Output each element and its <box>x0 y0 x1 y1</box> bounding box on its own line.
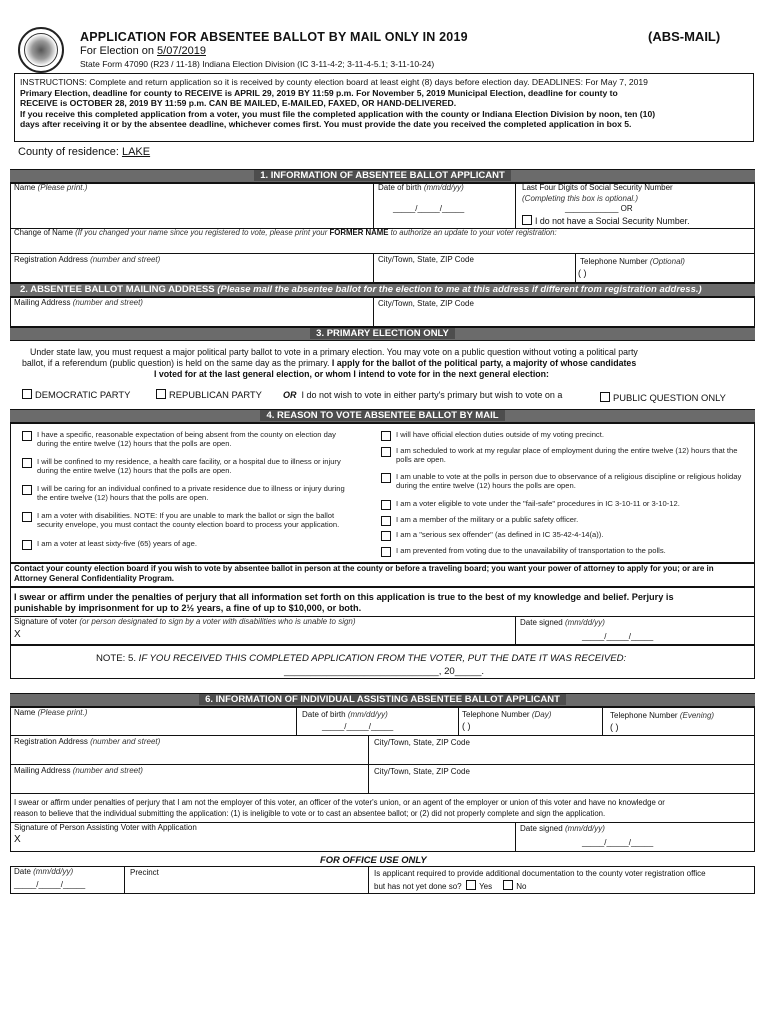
phone-day-hint: (Day) <box>531 710 552 719</box>
no-label: No <box>516 882 527 891</box>
reason-text: I have a specific, reasonable expectation of being absent from the county on election day during the entire twelve (12) hours that the polls are open. <box>37 430 336 449</box>
county-label: County of residence: <box>18 146 122 158</box>
instructions-box <box>14 73 754 142</box>
reason-left-3[interactable] <box>22 484 357 503</box>
name-label: Name <box>14 183 36 192</box>
section-3-heading-text: 3. PRIMARY ELECTION ONLY <box>310 328 455 339</box>
date-signed-hint: (mm/dd/yy) <box>564 824 605 833</box>
ssn-field[interactable]: ____________ OR <box>565 204 633 213</box>
assistant-date-signed-field[interactable] <box>520 824 605 833</box>
mail-hint: (number and street) <box>72 766 143 775</box>
checkbox-icon <box>522 215 532 225</box>
divider <box>373 253 374 283</box>
name-field[interactable] <box>14 183 87 192</box>
instructions-line: If you receive this completed application from a voter, you must file the completed application with the county or Indiana Election Division by noon, ten (10) <box>20 108 656 119</box>
voter-signature-field[interactable] <box>14 617 356 626</box>
name-hint: (Please print.) <box>37 708 88 717</box>
no-party-text <box>283 390 562 401</box>
section-1-heading-text: 1. INFORMATION OF ABSENTEE BALLOT APPLICANT <box>254 170 511 181</box>
office-question-1: Is applicant required to provide additional documentation to the county voter registration office <box>374 869 706 878</box>
date-signed-label: Date signed <box>520 618 563 627</box>
mailing-address-field[interactable] <box>14 298 143 307</box>
contact-line-2: Attorney General Confidentiality Program. <box>14 574 175 583</box>
office-use-heading-text: FOR OFFICE USE ONLY <box>320 854 427 865</box>
phone-eve-hint: (Evening) <box>679 711 715 720</box>
signature-x: X <box>14 834 21 845</box>
no-party-label: I do not wish to vote in either party's primary but wish to vote on a <box>301 390 563 400</box>
assistant-phone-eve-field[interactable] <box>610 711 714 720</box>
reason-text: I will have official election duties outside of my voting precinct. <box>396 430 604 439</box>
section-5-note <box>96 653 626 664</box>
public-question-label: PUBLIC QUESTION ONLY <box>613 392 726 403</box>
office-date-field[interactable] <box>14 867 73 876</box>
checkbox-icon <box>22 458 32 468</box>
checkbox-icon <box>381 547 391 557</box>
office-date-blank: _____/_____/_____ <box>14 880 86 889</box>
reason-text: I am a "serious sex offender" (as defined in IC 35-42-4-14(a)). <box>396 530 604 539</box>
oath-line-2: punishable by imprisonment for up to 2½ years, a fine of up to $10,000, or both. <box>14 603 362 613</box>
ssn-label: Last Four Digits of Social Security Number <box>522 183 673 192</box>
election-date: 5/07/2019 <box>157 45 206 57</box>
office-date-label: Date <box>14 867 31 876</box>
democratic-party-checkbox[interactable] <box>22 389 130 400</box>
reason-text: I am unable to vote at the polls in person due to observance of a religious discipline or religious holiday during the entire twelve (12) hours the polls are open. <box>396 472 742 491</box>
oath-line-1: I swear or affirm under the penalties of perjury that all information set forth on this application is true to the best of my knowledge and belief. Perjury is <box>14 592 674 602</box>
section-2-heading-note: (Please mail the absentee ballot for the election to me at this address if different from registration address.) <box>217 284 702 295</box>
divider <box>458 707 459 735</box>
change-name-hint-2: to authorize an update to your voter registration: <box>390 228 557 237</box>
checkbox-icon <box>381 431 391 441</box>
reason-right-4[interactable] <box>381 499 747 508</box>
phone-field[interactable] <box>580 257 685 266</box>
reason-left-4[interactable] <box>22 511 362 530</box>
section-1-heading <box>10 169 755 183</box>
ssn-hint <box>522 194 638 203</box>
divider <box>124 866 125 894</box>
form-title: APPLICATION FOR ABSENTEE BALLOT BY MAIL ONLY IN 2019 <box>80 30 468 44</box>
divider <box>373 183 374 228</box>
registration-address-field[interactable] <box>14 255 160 264</box>
state-form-line: State Form 47090 (R23 / 11-18) Indiana Election Division (IC 3-11-4-2; 3-11-4-5.1; 3-11-10-24) <box>80 59 435 69</box>
checkbox-icon <box>381 500 391 510</box>
reason-text: I am a voter eligible to vote under the "fail-safe" procedures in IC 3-10-11 or 3-10-12. <box>396 499 680 508</box>
election-line <box>80 45 206 57</box>
divider <box>515 616 516 645</box>
divider <box>10 793 755 794</box>
reg-hint: (number and street) <box>90 737 161 746</box>
ssn-hint-text: (Completing this box is optional.) <box>522 194 639 203</box>
section-3-text-2a: ballot, if a referendum (public question) is held on the same day as the primary. <box>22 358 330 368</box>
sig-hint: (or person designated to sign by a voter with disabilities who is unable to sign) <box>79 617 356 626</box>
checkbox-icon <box>22 389 32 399</box>
checkbox-icon <box>600 392 610 402</box>
office-use-heading <box>320 854 427 865</box>
change-name-hint: (If you changed your name since you registered to vote, please print your <box>75 228 328 237</box>
section-4-heading <box>10 409 755 423</box>
reason-text: I am scheduled to work at my regular place of employment during the entire twelve (12) hours that the polls are open. <box>396 446 738 465</box>
reason-right-7[interactable] <box>381 546 747 555</box>
divider <box>368 866 369 894</box>
checkbox-icon <box>22 485 32 495</box>
reason-right-1[interactable] <box>381 430 747 439</box>
phone-day-blank: ( ) <box>462 721 471 731</box>
sig-label: Signature of voter <box>14 617 78 626</box>
office-question-2-text: but has not yet done so? <box>374 882 462 891</box>
reason-text: I will be caring for an individual confined to a private residence due to illness or injury during the entire twelve (12) hours that the polls are open. <box>37 484 345 503</box>
mailing-hint: (number and street) <box>72 298 143 307</box>
yes-label: Yes <box>479 882 493 891</box>
assistant-date-blank: _____/_____/_____ <box>582 838 654 847</box>
checkbox-icon <box>381 447 391 457</box>
phone-eve-blank: ( ) <box>610 722 619 732</box>
indiana-state-seal <box>18 27 64 73</box>
reg-label: Registration Address <box>14 737 88 746</box>
reason-text: I am a voter with disabilities. NOTE: If you are unable to mark the ballot or sign the ballot security envelope, you must contact the county election board to process your application. <box>37 511 340 530</box>
checkbox-icon <box>22 431 32 441</box>
phone-blank: ( ) <box>578 268 587 278</box>
signature-x: X <box>14 629 21 640</box>
county-value: LAKE <box>121 146 151 158</box>
republican-party-checkbox[interactable] <box>156 389 262 400</box>
reg-address-hint: (number and street) <box>90 255 161 264</box>
name-label: Name <box>14 708 36 717</box>
reason-right-3[interactable] <box>381 472 747 491</box>
office-question-2 <box>374 880 527 891</box>
assistant-reg-city-field[interactable]: City/Town, State, ZIP Code <box>374 738 470 747</box>
instructions-line: RECEIVE is OCTOBER 28, 2019 BY 11:59 p.m. CAN BE MAILED, E-MAILED, FAXED, OR HAND-DELIVERED. <box>20 98 457 109</box>
instructions-line: days after receiving it or by the absentee deadline, whichever comes first. You must provide the date you received the completed application in box 5. <box>20 119 632 130</box>
date-signed-field[interactable] <box>520 618 605 627</box>
dob-field[interactable] <box>378 183 464 192</box>
date-signed-hint: (mm/dd/yy) <box>564 618 605 627</box>
assistant-oath-1: I swear or affirm under penalties of perjury that I am not the employer of this voter, an officer of the voter's union, or an agent of the employer or union of this voter and have no knowledge or <box>14 798 665 807</box>
office-date-hint: (mm/dd/yy) <box>33 867 74 876</box>
checkbox-icon <box>22 512 32 522</box>
section-4-heading-text: 4. REASON TO VOTE ABSENTEE BALLOT BY MAIL <box>260 410 504 421</box>
section-3-text-3: I voted for at the last general election, or whom I intend to vote for in the next general election: <box>154 369 549 379</box>
county-of-residence <box>18 146 150 158</box>
name-hint: (Please print.) <box>37 183 88 192</box>
reason-text: I am a voter at least sixty-five (65) years of age. <box>37 539 197 548</box>
section-3-text-2b: I apply for the ballot of the political party, a majority of whose candidates <box>331 358 637 368</box>
reason-text: I am a member of the military or a public safety officer. <box>396 515 579 524</box>
checkbox-icon <box>381 516 391 526</box>
assistant-registration-field[interactable] <box>14 737 160 746</box>
assistant-oath-2: reason to believe that the individual submitting the application: (1) is ineligible to vote or to cast an absentee ballot; or (2) did not properly complete and sign the application. <box>14 809 606 818</box>
form-code: (ABS-MAIL) <box>648 29 721 44</box>
precinct-field[interactable]: Precinct <box>130 868 159 877</box>
mailing-city-field[interactable]: City/Town, State, ZIP Code <box>378 299 474 308</box>
reason-left-1[interactable] <box>22 430 357 449</box>
mail-label: Mailing Address <box>14 766 71 775</box>
change-name-label: Change of Name <box>14 228 73 237</box>
divider <box>296 707 297 735</box>
reason-left-2[interactable] <box>22 457 357 476</box>
dob-hint: (mm/dd/yy) <box>423 183 464 192</box>
checkbox-icon <box>22 540 32 550</box>
assistant-signature-field[interactable]: Signature of Person Assisting Voter with Application <box>14 823 197 832</box>
checkbox-icon <box>381 531 391 541</box>
dob-blank: _____/_____/_____ <box>393 204 465 213</box>
divider <box>602 707 603 735</box>
date-signed-label: Date signed <box>520 824 563 833</box>
assistant-phone-day-field[interactable] <box>462 710 551 719</box>
change-of-name-field[interactable] <box>14 228 557 237</box>
public-question-checkbox[interactable] <box>600 392 726 403</box>
phone-label: Telephone Number <box>580 257 648 266</box>
city-state-zip-field[interactable]: City/Town, State, ZIP Code <box>378 255 474 264</box>
phone-eve-label: Telephone Number <box>610 711 678 720</box>
phone-day-label: Telephone Number <box>462 710 530 719</box>
section-6-heading-text: 6. INFORMATION OF INDIVIDUAL ASSISTING ABSENTEE BALLOT APPLICANT <box>199 694 566 705</box>
dem-label: DEMOCRATIC PARTY <box>35 389 131 400</box>
reg-address-label: Registration Address <box>14 255 88 264</box>
reason-text: I am prevented from voting due to the unavailability of transportation to the polls. <box>396 546 666 555</box>
dob-hint: (mm/dd/yy) <box>347 710 388 719</box>
section-3-text-1: Under state law, you must request a major political party ballot to vote in a primary election. You may vote on a public question without voting a political party <box>30 347 638 357</box>
section-2-heading <box>10 283 755 297</box>
reason-text: I will be confined to my residence, a health care facility, or a hospital due to illness or injury during the entire twelve (12) hours that the polls are open. <box>37 457 341 476</box>
divider <box>373 297 374 327</box>
or-text: OR <box>283 390 297 400</box>
date-received-field[interactable]: _____________________________, 20_____. <box>284 666 485 677</box>
reason-left-5[interactable] <box>22 539 357 548</box>
checkbox-icon <box>156 389 166 399</box>
instructions-line: Primary Election, deadline for county to RECEIVE is APRIL 29, 2019 BY 11:59 p.m. For November 5, 2019 Municipal Election, deadline for county to <box>20 87 618 98</box>
divider <box>575 253 576 283</box>
section-2-heading-text: 2. ABSENTEE BALLOT MAILING ADDRESS <box>20 284 215 295</box>
no-ssn-label: I do not have a Social Security Number. <box>535 216 690 226</box>
divider <box>10 735 755 736</box>
instructions-line: INSTRUCTIONS: Complete and return application so it is received by county election board at least eight (8) days before election day. DEADLINES: For May 7, 2019 <box>20 77 648 87</box>
assistant-mail-city-field[interactable]: City/Town, State, ZIP Code <box>374 767 470 776</box>
section-6-heading <box>10 693 755 707</box>
date-signed-blank: _____/_____/_____ <box>582 632 654 641</box>
divider <box>10 764 755 765</box>
reason-right-2[interactable] <box>381 446 747 465</box>
reason-right-6[interactable] <box>381 530 747 539</box>
reason-right-5[interactable] <box>381 515 747 524</box>
mailing-label: Mailing Address <box>14 298 71 307</box>
divider <box>10 253 755 254</box>
phone-hint: (Optional) <box>649 257 685 266</box>
checkbox-icon <box>381 473 391 483</box>
section-3-text-2 <box>22 358 636 369</box>
election-prefix: For Election on <box>80 45 158 57</box>
divider <box>515 183 516 228</box>
assistant-dob-field[interactable] <box>302 710 388 719</box>
dob-label: Date of birth <box>302 710 346 719</box>
note-prefix: NOTE: 5. <box>96 653 136 664</box>
dob-label: Date of birth <box>378 183 422 192</box>
note-text: IF YOU RECEIVED THIS COMPLETED APPLICATION FROM THE VOTER, PUT THE DATE IT WAS RECEIVED: <box>138 653 627 664</box>
assistant-dob-blank: _____/_____/_____ <box>322 722 394 731</box>
rep-label: REPUBLICAN PARTY <box>169 389 262 400</box>
assistant-name-field[interactable] <box>14 708 87 717</box>
former-name-label: FORMER NAME <box>329 228 389 237</box>
assistant-mailing-field[interactable] <box>14 766 143 775</box>
no-checkbox[interactable] <box>503 880 513 890</box>
section-3-heading <box>10 327 755 341</box>
divider <box>515 822 516 852</box>
yes-checkbox[interactable] <box>466 880 476 890</box>
no-ssn-checkbox[interactable] <box>522 215 690 226</box>
contact-line-1: Contact your county election board if you wish to vote by absentee ballot in person at the county or before a traveling board; you want your power of attorney to apply for you; or are in <box>14 564 714 573</box>
